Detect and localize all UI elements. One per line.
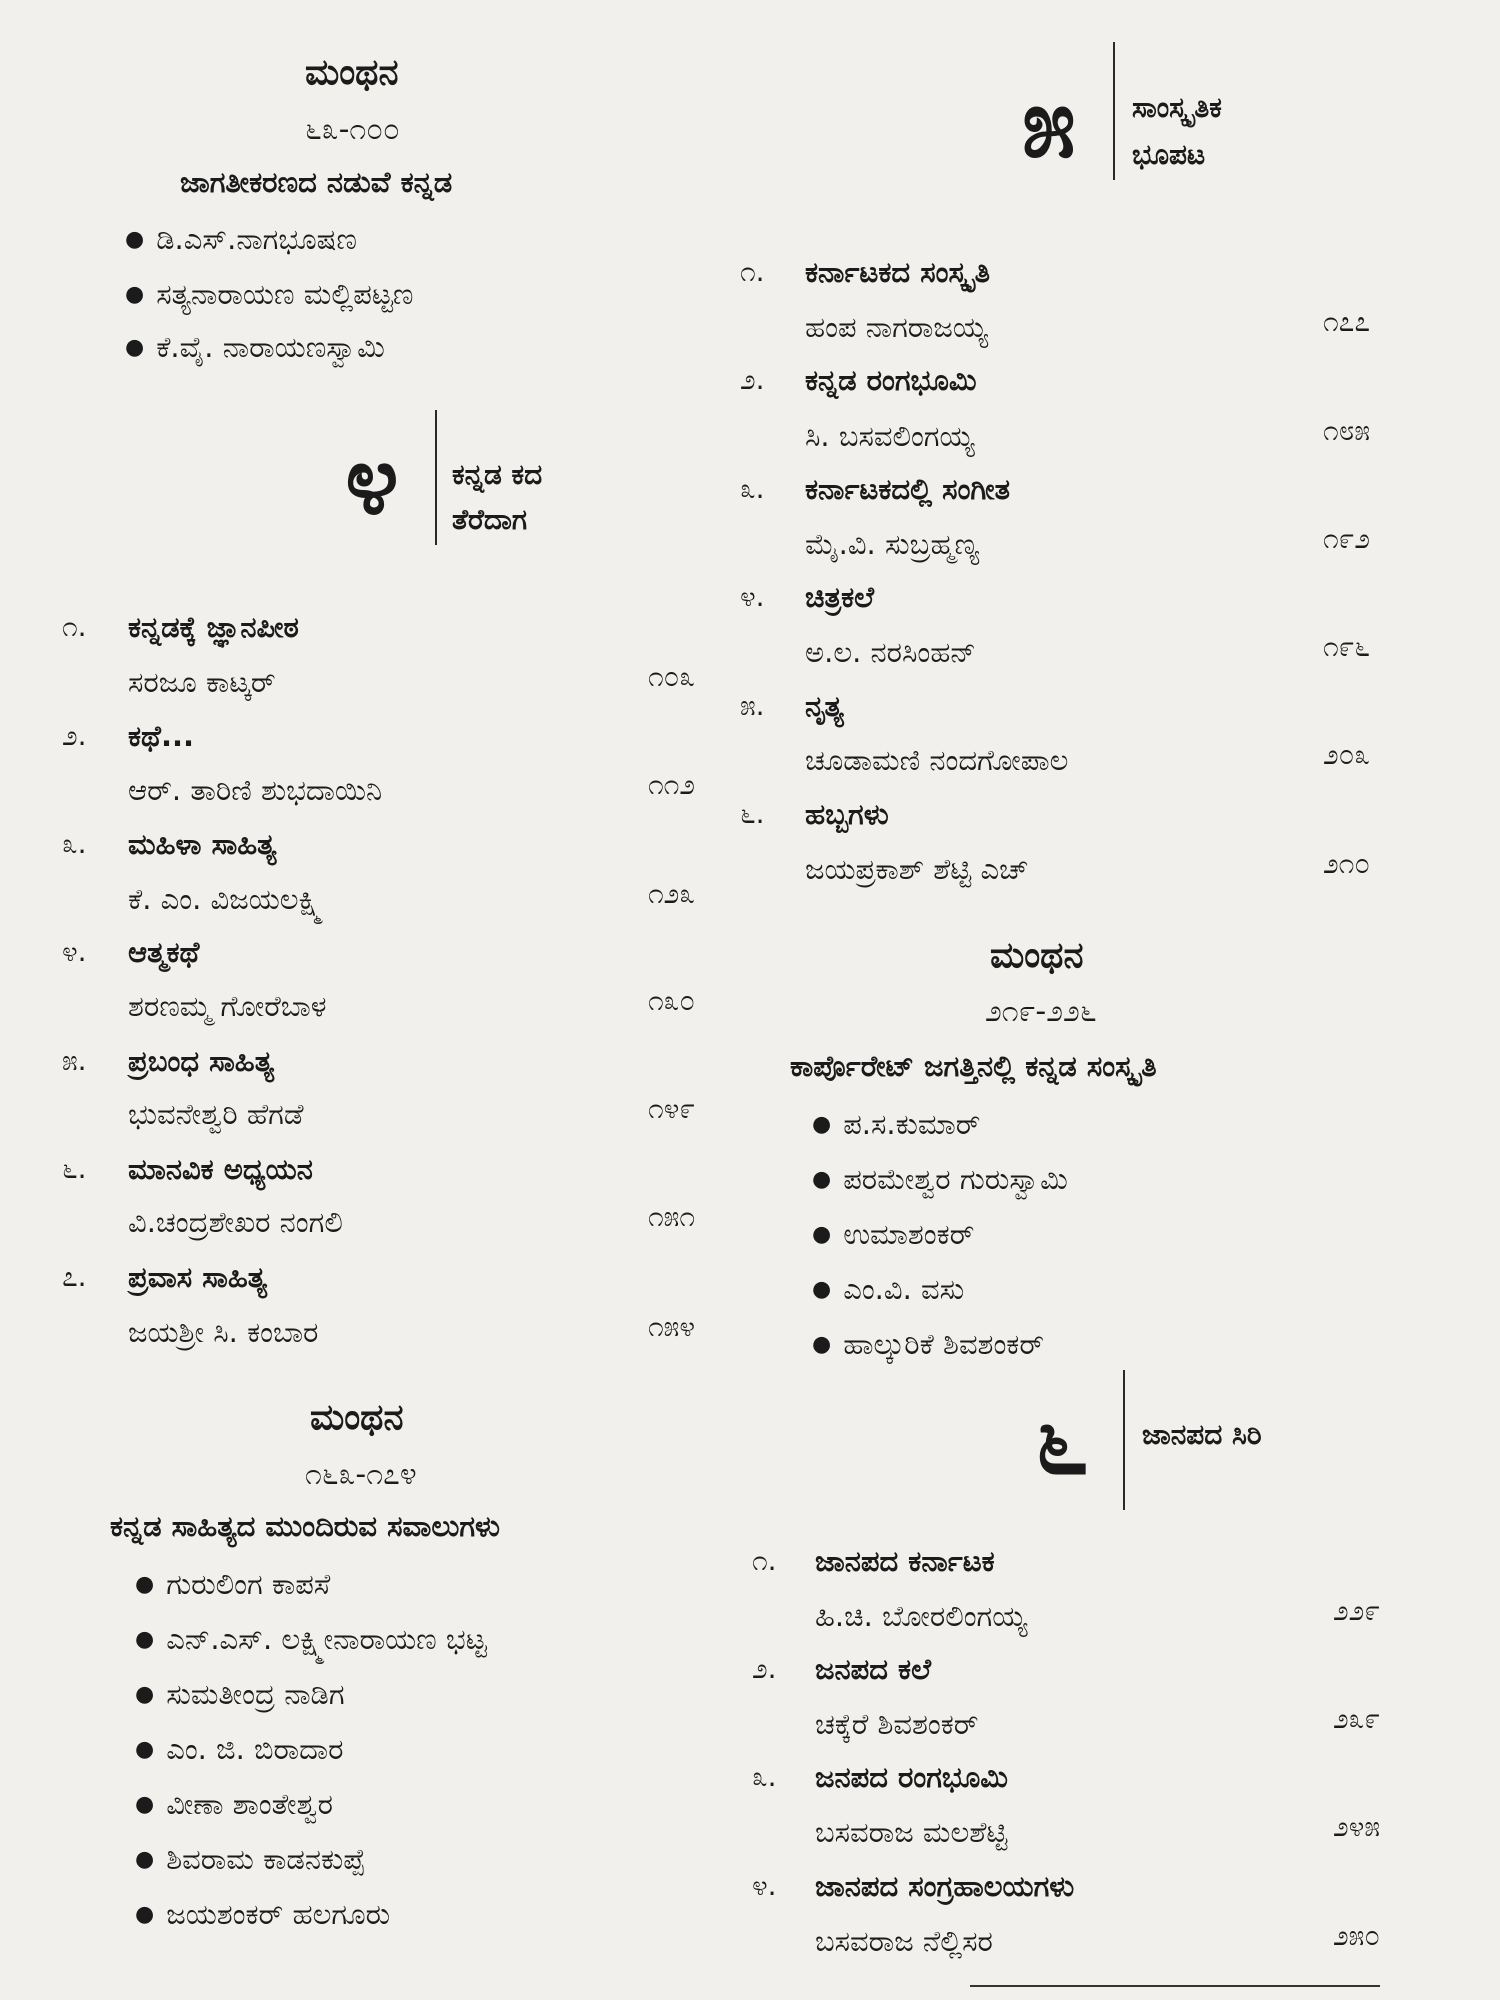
entry-page: ೨೩೯ <box>1332 1702 1380 1735</box>
entry-number: ೧. <box>62 610 87 643</box>
manthan-subject: ಜಾಗತೀಕರಣದ ನಡುವೆ ಕನ್ನಡ <box>180 165 453 199</box>
manthan-heading: ಮಂಥನ <box>310 1397 404 1438</box>
entry-title: ಜಾನಪದ ಕರ್ನಾಟಕ <box>815 1544 995 1578</box>
entry-number: ೩. <box>740 472 765 505</box>
entry-number: ೧. <box>752 1544 777 1577</box>
entry-page: ೧೯೨ <box>1322 522 1370 555</box>
entry-number: ೨. <box>752 1652 777 1685</box>
entry-page: ೧೫೧ <box>647 1200 695 1233</box>
entry-page: ೧೨೩ <box>647 877 695 910</box>
footer-rule <box>970 1985 1380 1987</box>
entry-page: ೨೧೦ <box>1322 847 1370 880</box>
section-title: ತೆರೆದಾಗ <box>452 503 528 536</box>
section-title: ಭೂಪಟ <box>1132 138 1206 171</box>
entry-author: ಅ.ಲ. ನರಸಿಂಹನ್ <box>805 635 976 669</box>
entry-author: ಬಸವರಾಜ ಮಲಶೆಟ್ಟಿ <box>815 1815 1008 1849</box>
contributor: ● ಸುಮತೀಂದ್ರ ನಾಡಿಗ <box>135 1680 345 1709</box>
entry-author: ಸಿ. ಬಸವಲಿಂಗಯ್ಯ <box>805 419 975 453</box>
manthan-page-range: ೨೧೯-೨೨೬ <box>985 994 1097 1029</box>
entry-author: ಹಿ.ಚಿ. ಬೋರಲಿಂಗಯ್ಯ <box>815 1599 1028 1633</box>
entry-number: ೭. <box>62 1260 87 1293</box>
entry-title: ಪ್ರಬಂಧ ಸಾಹಿತ್ಯ <box>128 1044 275 1078</box>
entry-page: ೧೧೨ <box>647 768 695 801</box>
contributor: ● ಸತ್ಯನಾರಾಯಣ ಮಲ್ಲಿಪಟ್ಟಣ <box>125 280 413 309</box>
section-divider <box>1123 1370 1125 1510</box>
entry-number: ೪. <box>62 935 87 968</box>
entry-author: ಆರ್. ತಾರಿಣಿ ಶುಭದಾಯಿನಿ <box>128 773 383 807</box>
contributor: ● ಎನ್.ಎಸ್. ಲಕ್ಷ್ಮೀನಾರಾಯಣ ಭಟ್ಟ <box>135 1625 487 1654</box>
entry-page: ೧೦೩ <box>647 660 695 693</box>
manthan-page-range: ೬೩-೧೦೦ <box>305 112 400 147</box>
entry-number: ೫. <box>62 1044 87 1077</box>
entry-number: ೪. <box>752 1869 777 1902</box>
entry-page: ೨೫೦ <box>1332 1919 1380 1952</box>
section-title: ಸಾಂಸ್ಕೃತಿಕ <box>1132 91 1222 124</box>
entry-page: ೧೫೪ <box>647 1310 695 1343</box>
contributor: ● ಕೆ.ವೈ. ನಾರಾಯಣಸ್ವಾಮಿ <box>125 333 385 362</box>
section-number: ೫ <box>1022 67 1076 179</box>
entry-author: ಶರಣಮ್ಮ ಗೋರೆಬಾಳ <box>128 989 327 1023</box>
entry-number: ೬. <box>62 1152 87 1185</box>
entry-title: ಕರ್ನಾಟಕದ ಸಂಸ್ಕೃತಿ <box>805 255 990 289</box>
entry-author: ಕೆ. ಎಂ. ವಿಜಯಲಕ್ಷ್ಮಿ <box>128 882 324 916</box>
entry-number: ೫. <box>740 689 765 722</box>
entry-number: ೪. <box>740 580 765 613</box>
entry-number: ೨. <box>740 363 765 396</box>
section-title: ಕನ್ನಡ ಕದ <box>452 458 543 491</box>
section-divider <box>435 410 437 545</box>
manthan-page-range: ೧೬೩-೧೭೪ <box>305 1457 417 1492</box>
manthan-subject: ಕಾರ್ಪೊರೇಟ್ ಜಗತ್ತಿನಲ್ಲಿ ಕನ್ನಡ ಸಂಸ್ಕೃತಿ <box>790 1049 1157 1083</box>
entry-author: ಮೈ.ವಿ. ಸುಬ್ರಹ್ಮಣ್ಯ <box>805 527 980 561</box>
entry-page: ೨೦೩ <box>1322 738 1370 771</box>
entry-title: ಕನ್ನಡ ರಂಗಭೂಮಿ <box>805 363 977 397</box>
contributor: ● ಉಮಾಶಂಕರ್ <box>812 1220 974 1249</box>
contributor: ● ಪ.ಸ.ಕುಮಾರ್ <box>812 1110 980 1139</box>
entry-title: ಚಿತ್ರಕಲೆ <box>805 580 875 614</box>
entry-title: ಹಬ್ಬಗಳು <box>805 797 889 831</box>
entry-page: ೧೮೫ <box>1322 414 1370 447</box>
contributor: ● ಗುರುಲಿಂಗ ಕಾಪಸೆ <box>135 1570 330 1599</box>
entry-page: ೧೩೦ <box>647 984 695 1017</box>
entry-number: ೨. <box>62 719 87 752</box>
section-number: ೬ <box>1035 1384 1089 1496</box>
section-title: ಜಾನಪದ ಸಿರಿ <box>1142 1418 1262 1451</box>
entry-title: ನೃತ್ಯ <box>805 689 844 723</box>
contributor: ● ಶಿವರಾಮ ಕಾಡನಕುಪ್ಪೆ <box>135 1845 365 1874</box>
entry-author: ಚಕ್ಕೆರೆ ಶಿವಶಂಕರ್ <box>815 1707 979 1741</box>
entry-author: ಭುವನೇಶ್ವರಿ ಹೆಗಡೆ <box>128 1097 304 1131</box>
entry-title: ಜನಪದ ಕಲೆ <box>815 1652 932 1686</box>
entry-author: ಹಂಪ ನಾಗರಾಜಯ್ಯ <box>805 310 988 344</box>
manthan-heading: ಮಂಥನ <box>305 52 399 93</box>
entry-number: ೧. <box>740 255 765 288</box>
entry-author: ಚೂಡಾಮಣಿ ನಂದಗೋಪಾಲ <box>805 743 1069 777</box>
contributor: ● ಡಿ.ಎಸ್.ನಾಗಭೂಷಣ <box>125 225 357 254</box>
manthan-heading: ಮಂಥನ <box>990 935 1084 976</box>
entry-page: ೨೨೯ <box>1332 1594 1380 1627</box>
entry-author: ಜಯಪ್ರಕಾಶ್ ಶೆಟ್ಟಿ ಎಚ್ <box>805 852 1029 886</box>
entry-title: ಮಹಿಳಾ ಸಾಹಿತ್ಯ <box>128 827 277 861</box>
entry-title: ಆತ್ಮಕಥೆ <box>128 935 200 969</box>
entry-page: ೧೯೬ <box>1322 630 1370 663</box>
contributor: ● ಹಾಲ್ಕುರಿಕೆ ಶಿವಶಂಕರ್ <box>812 1330 1044 1359</box>
section-divider <box>1113 42 1115 180</box>
contributor: ● ಎಂ. ಜಿ. ಬಿರಾದಾರ <box>135 1735 343 1764</box>
contributor: ● ವೀಣಾ ಶಾಂತೇಶ್ವರ <box>135 1790 333 1819</box>
entry-title: ಕಥೆ... <box>128 719 194 753</box>
contributor: ● ಜಯಶಂಕರ್ ಹಲಗೂರು <box>135 1900 390 1929</box>
entry-title: ಪ್ರವಾಸ ಸಾಹಿತ್ಯ <box>128 1260 268 1294</box>
entry-title: ಕನ್ನಡಕ್ಕೆ ಜ್ಞಾನಪೀಠ <box>128 610 299 644</box>
entry-author: ಜಯಶ್ರೀ ಸಿ. ಕಂಬಾರ <box>128 1315 319 1349</box>
entry-number: ೩. <box>62 827 87 860</box>
contributor: ● ಪರಮೇಶ್ವರ ಗುರುಸ್ವಾಮಿ <box>812 1165 1068 1194</box>
entry-author: ಬಸವರಾಜ ನೆಲ್ಲಿಸರ <box>815 1924 993 1958</box>
entry-page: ೧೭೭ <box>1322 305 1370 338</box>
entry-number: ೩. <box>752 1760 777 1793</box>
entry-page: ೧೪೯ <box>647 1092 695 1125</box>
entry-page: ೨೪೫ <box>1332 1810 1380 1843</box>
entry-title: ಕರ್ನಾಟಕದಲ್ಲಿ ಸಂಗೀತ <box>805 472 1011 506</box>
entry-title: ಜನಪದ ರಂಗಭೂಮಿ <box>815 1760 1008 1794</box>
entry-title: ಮಾನವಿಕ ಅಧ್ಯಯನ <box>128 1152 313 1186</box>
manthan-subject: ಕನ್ನಡ ಸಾಹಿತ್ಯದ ಮುಂದಿರುವ ಸವಾಲುಗಳು <box>110 1509 501 1543</box>
section-number: ೪ <box>345 424 399 536</box>
entry-author: ವಿ.ಚಂದ್ರಶೇಖರ ನಂಗಲಿ <box>128 1205 343 1239</box>
entry-author: ಸರಜೂ ಕಾಟ್ಕರ್ <box>128 665 276 699</box>
entry-title: ಜಾನಪದ ಸಂಗ್ರಹಾಲಯಗಳು <box>815 1869 1075 1903</box>
entry-number: ೬. <box>740 797 765 830</box>
contributor: ● ಎಂ.ವಿ. ವಸು <box>812 1275 964 1304</box>
